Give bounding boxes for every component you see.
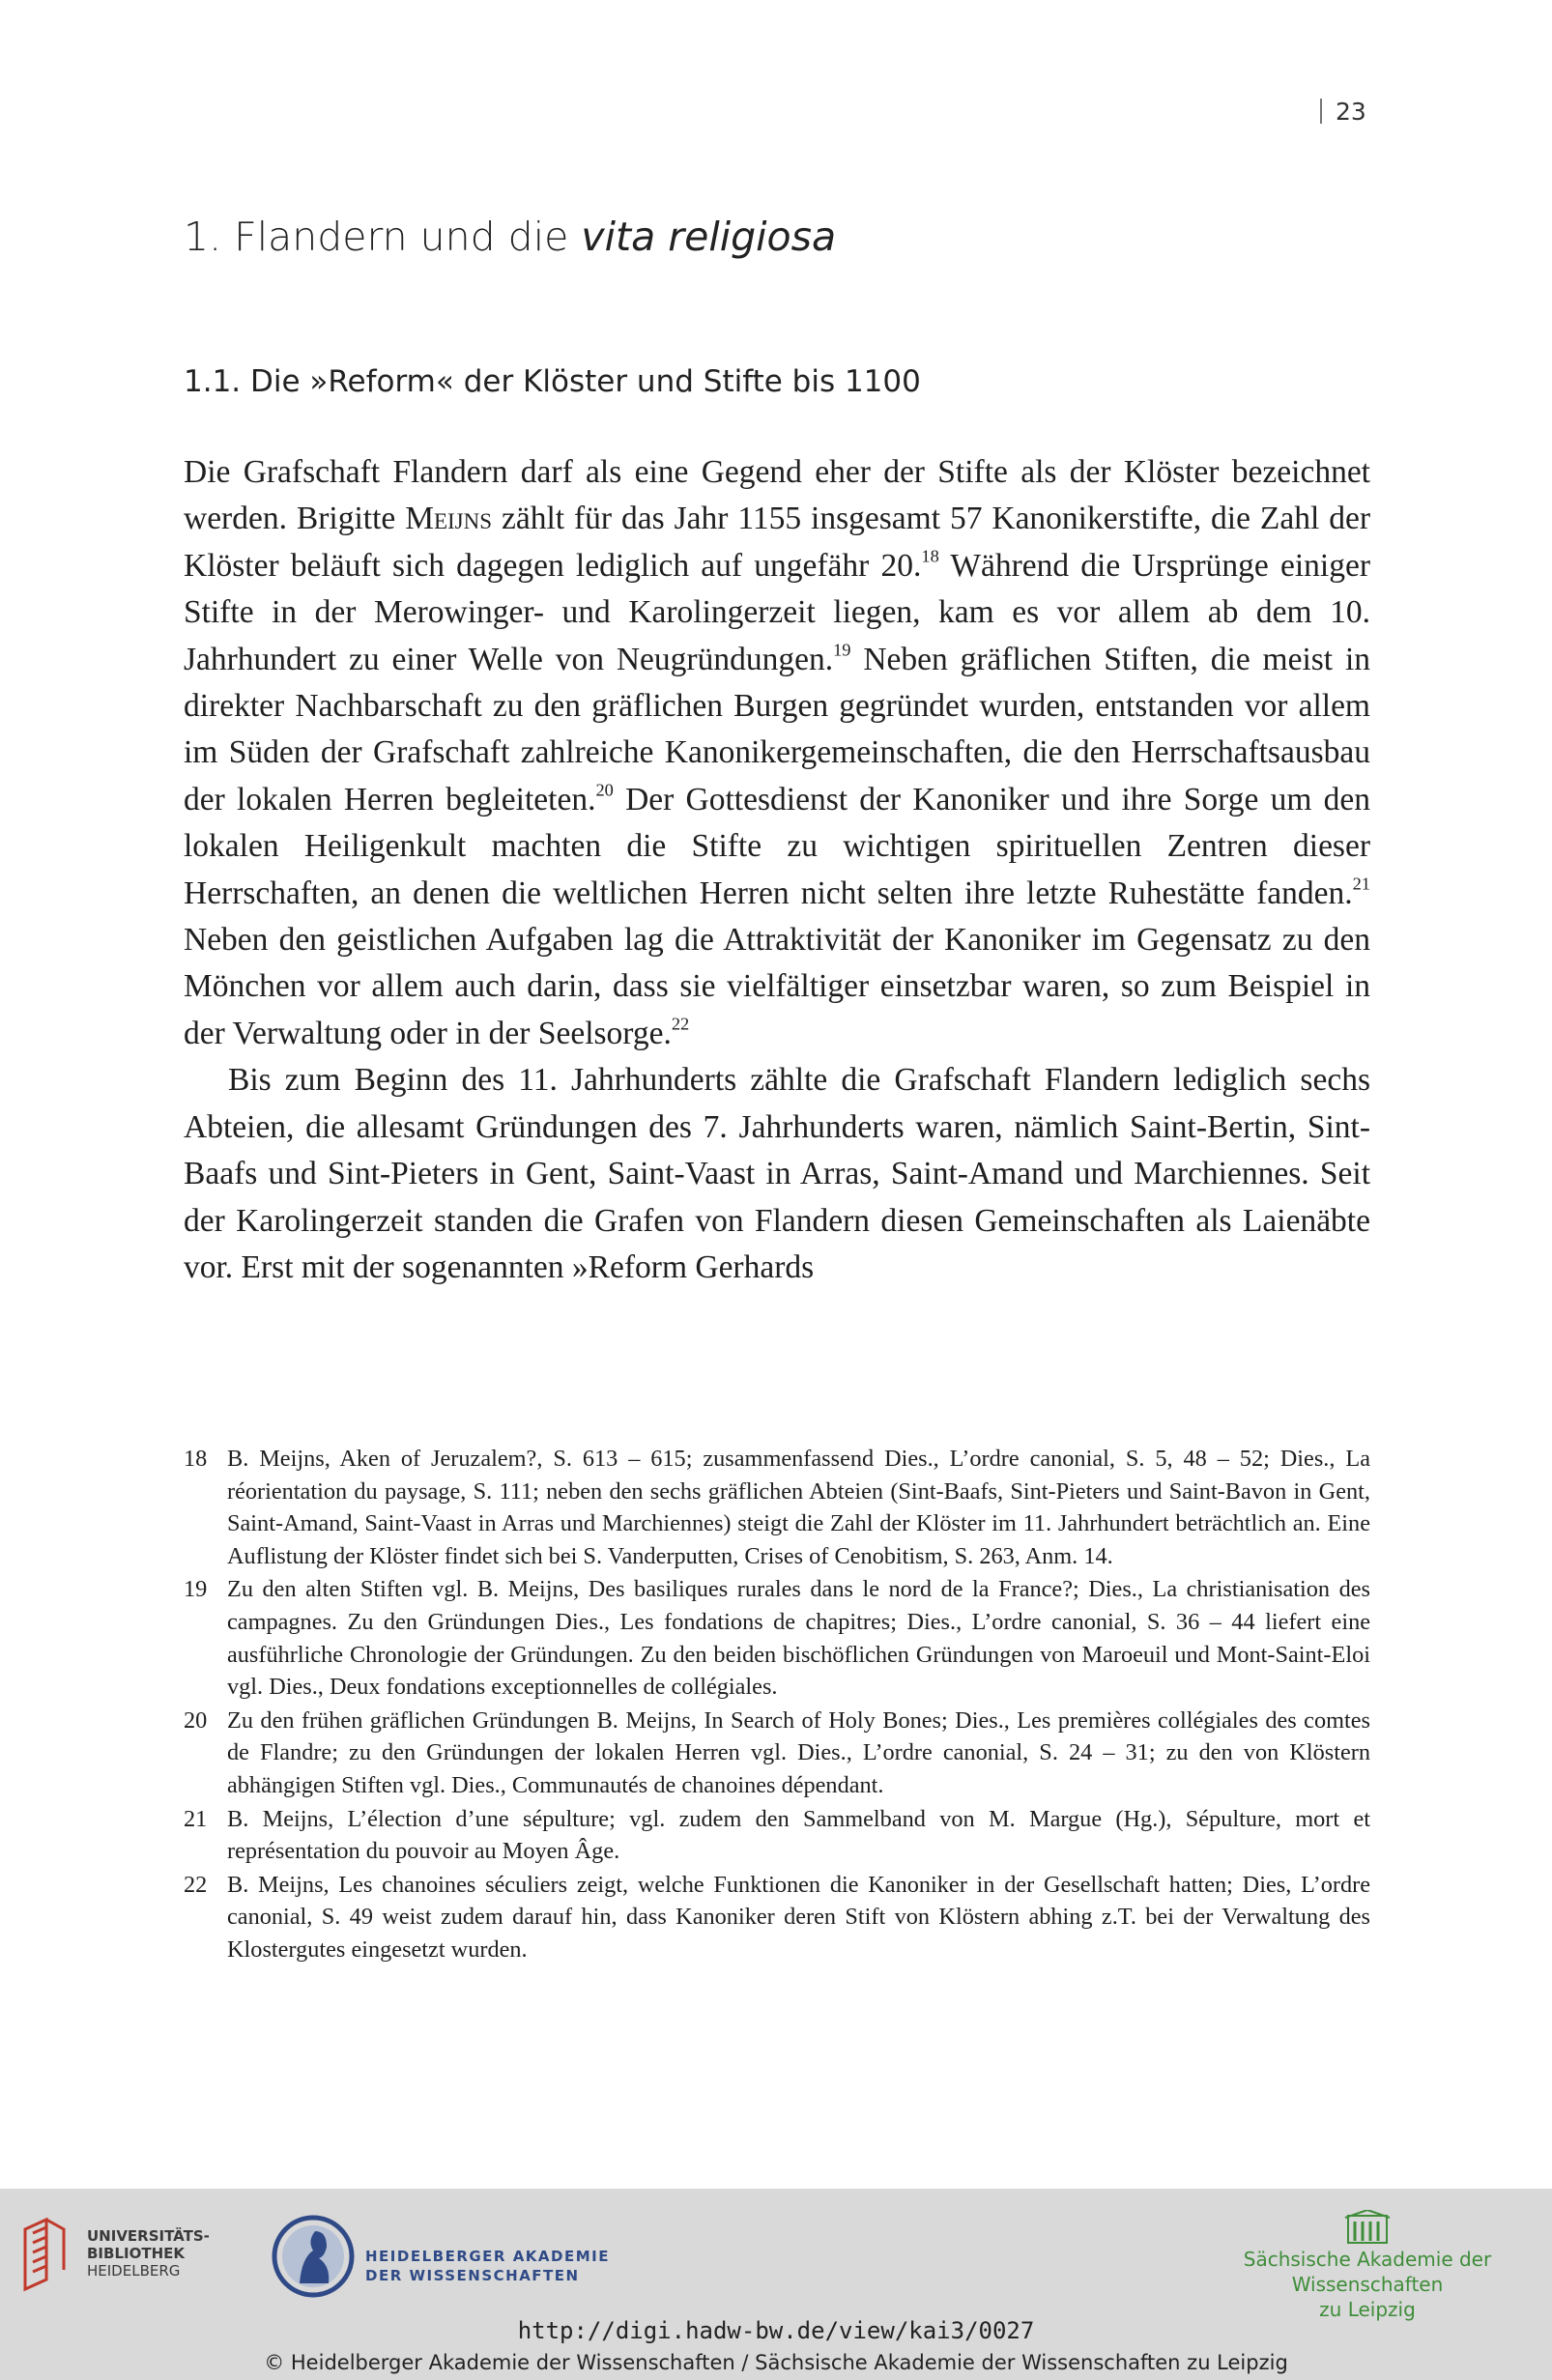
paragraph-2: Bis zum Beginn des 11. Jahrhunderts zählte die Grafschaft Flandern lediglich sechs Abteien, die allesamt Gründungen des 7. Jahrhunderts waren, nämlich Saint-Bertin, Sint-Baafs und Sint-Pieters in Gent, Saint-Vaast in Arras, Saint-Amand und Marchiennes. Seit der Karolingerzeit standen die Grafen von Flandern diesen Gemeinschaften als Laienäbte vor. Erst mit der sogenannten »Reform Gerhards bbox=[184, 1062, 1370, 1285]
footnote-20 bbox=[184, 1705, 1370, 1802]
p1-part-d: Neben gräflichen Stiften, die meist in direkter Nachbarschaft zu den gräflichen Burgen gegründet wurden, entstanden vor allem im Süden der Grafschaft zahlreiche Kanonikergemeinschaften, die den Herrschaftsausbau der lokalen Herren begleiteten. bbox=[184, 641, 1371, 817]
hadw-medallion-icon bbox=[269, 2208, 358, 2305]
saw-building-icon bbox=[1198, 2210, 1537, 2245]
paragraph-1 bbox=[184, 449, 1370, 1057]
footnote-text: Zu den alten Stiften vgl. B. Meijns, Des basiliques rurales dans le nord de la France?; Dies., La christianisation des campagnes. Zu den Gründungen Dies., Les fondations de chapitres; Dies., L’ordre canonial, S. 36 – 44 liefert eine ausführliche Chronologie der Gründungen. Zu den beiden bischöflichen Gründungen von Maroeuil und Mont-Saint-Eloi vgl. Dies., Deux fondations exceptionnelles de collégiales. bbox=[227, 1576, 1370, 1701]
footnote-text: B. Meijns, Les chanoines séculiers zeigt, welche Funktionen die Kanoniker in der Gesellschaft hatten; Dies, L’ordre canonial, S. 49 weist zudem darauf hin, dass Kanoniker deren Stift von Klöstern abhing z.T. bei der Verwaltung des Klostergutes eingesetzt wurden. bbox=[227, 1871, 1370, 1963]
ub-heidelberg-text bbox=[87, 2227, 210, 2280]
hadw-logo[interactable] bbox=[269, 2208, 617, 2314]
chapter-title-prefix: 1. Flandern und die bbox=[184, 214, 582, 260]
footnote-text: B. Meijns, L’élection d’une sépulture; vgl. zudem den Sammelband von M. Margue (Hg.), Sépulture, mort et représentation du pouvoir au Moyen Âge. bbox=[227, 1805, 1370, 1865]
footnote-ref-21[interactable]: 21 bbox=[1352, 873, 1370, 893]
body-text bbox=[184, 449, 1370, 1291]
p1-part-f: Neben den geistlichen Aufgaben lag die Attraktivität der Kanoniker im Gegensatz zu den Mönchen vor allem auch darin, dass sie vielfältiger einsetzbar waren, so zum Beispiel in der Verwaltung oder in der Seelsorge. bbox=[184, 922, 1370, 1051]
page-number-value: 23 bbox=[1336, 97, 1366, 126]
footnote-ref-20[interactable]: 20 bbox=[595, 780, 614, 800]
saw-leipzig-logo[interactable] bbox=[1198, 2210, 1537, 2321]
footnote-18 bbox=[184, 1443, 1370, 1572]
footnote-ref-19[interactable]: 19 bbox=[833, 639, 851, 659]
digitization-footer bbox=[0, 2189, 1552, 2380]
source-url-link[interactable]: http://digi.hadw-bw.de/view/kai3/0027 bbox=[517, 2317, 1035, 2344]
hadw-line-1: HEIDELBERGER AKADEMIE bbox=[365, 2248, 610, 2265]
footnote-number: 18 bbox=[184, 1446, 208, 1472]
footnote-ref-22[interactable]: 22 bbox=[671, 1014, 690, 1034]
footnote-22 bbox=[184, 1869, 1370, 1966]
footnote-21 bbox=[184, 1803, 1370, 1868]
saw-line-2: zu Leipzig bbox=[1319, 2298, 1416, 2321]
footnote-number: 19 bbox=[184, 1576, 208, 1603]
footnote-ref-18[interactable]: 18 bbox=[921, 546, 939, 566]
ub-line-3: HEIDELBERG bbox=[87, 2262, 181, 2280]
chapter-title bbox=[184, 208, 1372, 266]
hadw-text bbox=[365, 2247, 610, 2285]
author-name-smallcaps: Meijns bbox=[405, 501, 493, 537]
p1-part-e: Der Gottesdienst der Kanoniker und ihre Sorge um den lokalen Heiligenkult machten die Stifte zu wichtigen spirituellen Zentren dieser Herrschaften, an denen die weltlichen Herren nicht selten ihre letzte Ruhestätte fanden. bbox=[184, 781, 1370, 911]
footnote-text: Zu den frühen gräflichen Gründungen B. Meijns, In Search of Holy Bones; Dies., Les premières collégiales des comtes de Flandre; zu den Gründungen der lokalen Herren vgl. Dies., L’ordre canonial, S. 24 – 31; zu den von Klöstern abhängigen Stiften vgl. Dies., Communautés de chanoines dépendant. bbox=[227, 1706, 1370, 1798]
hadw-line-2: DER WISSENSCHAFTEN bbox=[365, 2267, 580, 2284]
chapter-title-italic: vita religiosa bbox=[581, 214, 837, 260]
saw-text bbox=[1198, 2247, 1537, 2322]
ub-line-2: BIBLIOTHEK bbox=[87, 2245, 185, 2262]
p1-part-b: zählt für das Jahr 1155 insgesamt 57 Kanonikerstifte, die Zahl der Klöster beläuft sich dagegen lediglich auf ungefähr 20. bbox=[184, 501, 1371, 584]
saw-line-1: Sächsische Akademie der Wissenschaften bbox=[1243, 2248, 1492, 2296]
p1-part-c: Während die Ursprünge einiger Stifte in der Merowinger- und Karolingerzeit liegen, kam es vor allem ab dem 10. Jahrhundert zu einer Welle von Neugründungen. bbox=[184, 547, 1370, 677]
footnote-number: 20 bbox=[184, 1706, 208, 1734]
p1-part-a: Die Grafschaft Flandern darf als eine Gegend eher der Stifte als der Klöster bezeichnet werden. Brigitte bbox=[184, 454, 1370, 537]
footnote-text: B. Meijns, Aken of Jeruzalem?, S. 613 – 615; zusammenfassend Dies., L’ordre canonial, S. 5, 48 – 52; Dies., La réorientation du paysage, S. 111; neben den sechs gräflichen Abteien (Sint-Baafs, Sint-Pieters und Saint-Bavon in Gent, Saint-Amand, Saint-Vaast in Arras und Marchiennes) steigt die Zahl der Klöster im 11. Jahrhundert beträchtlich an. Eine Auflistung der Klöster findet sich bei S. Vanderputten, Crises of Cenobitism, S. 263, Anm. 14. bbox=[227, 1446, 1370, 1569]
footnote-number: 21 bbox=[184, 1805, 208, 1832]
page-number-divider bbox=[1320, 99, 1322, 124]
footnote-19 bbox=[184, 1573, 1370, 1703]
ub-heidelberg-icon bbox=[17, 2212, 75, 2299]
section-title: 1.1. Die »Reform« der Klöster und Stifte bis 1100 bbox=[184, 364, 921, 399]
page-number bbox=[1320, 92, 1378, 130]
footnotes bbox=[184, 1443, 1370, 1967]
ub-heidelberg-logo[interactable] bbox=[17, 2212, 211, 2299]
ub-line-1: UNIVERSITÄTS- bbox=[87, 2227, 210, 2245]
footnote-number: 22 bbox=[184, 1871, 208, 1898]
copyright-notice: © Heidelberger Akademie der Wissenschaften / Sächsische Akademie der Wissenschaften zu Leipzig bbox=[264, 2351, 1288, 2374]
